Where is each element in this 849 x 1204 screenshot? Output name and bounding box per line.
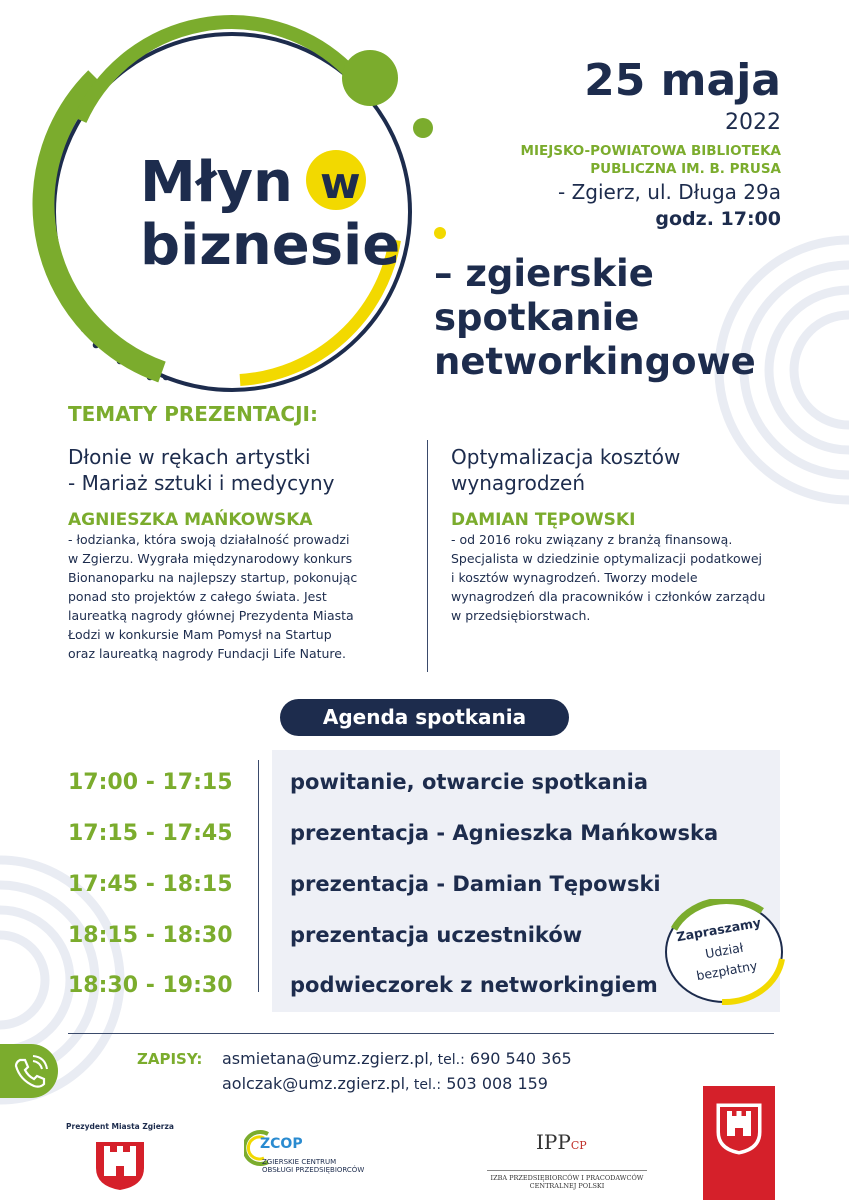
speaker-left-name: AGNIESZKA MAŃKOWSKA bbox=[68, 510, 313, 530]
badge-line1: Zapraszamy bbox=[675, 914, 763, 945]
topic-right-title-line2: wynagrodzeń bbox=[451, 471, 586, 495]
contact-phone-2[interactable]: 503 008 159 bbox=[446, 1074, 548, 1093]
zcop-logo: ZCOP bbox=[260, 1136, 303, 1152]
agenda-item: prezentacja uczestników bbox=[290, 923, 583, 947]
zgierz-coat-of-arms-icon bbox=[92, 1140, 148, 1192]
phone-icon bbox=[0, 1044, 58, 1098]
bio-line: Łodzi w konkursie Mam Pomysł na Startup bbox=[68, 627, 332, 642]
venue-line2: PUBLICZNA IM. B. PRUSA bbox=[590, 161, 781, 177]
bio-line: ponad sto projektów z całego świata. Jest bbox=[68, 589, 327, 604]
agenda-divider bbox=[258, 760, 259, 992]
bio-line: Specjalista w dziedzinie optymalizacji podatkowej bbox=[451, 551, 763, 566]
logo-title-line1: Młyn bbox=[140, 150, 293, 215]
contact-phone-1[interactable]: 690 540 365 bbox=[469, 1049, 572, 1068]
event-venue bbox=[461, 142, 781, 178]
bio-line: w przedsiębiorstwach. bbox=[451, 608, 591, 623]
event-date: 25 maja bbox=[584, 55, 781, 106]
zcop-name-line1: ZGIERSKIE CENTRUM bbox=[262, 1158, 337, 1166]
topics-heading: TEMATY PREZENTACJI: bbox=[68, 402, 318, 426]
speaker-right-name: DAMIAN TĘPOWSKI bbox=[451, 510, 636, 530]
event-subtitle bbox=[434, 252, 814, 384]
venue-line1: MIEJSKO-POWIATOWA BIBLIOTEKA bbox=[520, 143, 781, 159]
zcop-name-line2: OBSŁUGI PRZEDSIĘBIORCÓW bbox=[262, 1166, 365, 1174]
badge-line3: bezpłatny bbox=[695, 957, 759, 984]
ipp-cp-letters: CP bbox=[570, 1139, 587, 1152]
signup-label: ZAPISY: bbox=[137, 1050, 203, 1068]
bio-line: oraz laureatką nagrody Fundacji Life Nature. bbox=[68, 646, 346, 661]
mayor-label: Prezydent Miasta Zgierza bbox=[66, 1122, 174, 1131]
contact-row-1 bbox=[222, 1049, 572, 1068]
subtitle-line1: – zgierskie bbox=[434, 252, 654, 295]
bio-line: i kosztów wynagrodzeń. Tworzy modele bbox=[451, 570, 698, 585]
subtitle-line3: networkingowe bbox=[434, 340, 756, 383]
agenda-item: powitanie, otwarcie spotkania bbox=[290, 770, 648, 794]
phone-tab bbox=[0, 1044, 58, 1098]
bio-line: Bionanoparku na najlepszy startup, pokonując bbox=[68, 570, 358, 585]
tel-label: , tel.: bbox=[428, 1052, 465, 1068]
subtitle-line2: spotkanie bbox=[434, 296, 640, 339]
speaker-right-bio bbox=[451, 530, 791, 625]
event-year: 2022 bbox=[725, 110, 781, 135]
contact-email-1[interactable]: asmietana@umz.zgierz.pl bbox=[222, 1049, 429, 1068]
city-arms-icon bbox=[703, 1086, 775, 1200]
zcop-name bbox=[262, 1158, 364, 1174]
ippcp-name-line1: IZBA PRZEDSIĘBIORCÓW I PRACODAWCÓW bbox=[490, 1174, 644, 1182]
city-banner bbox=[703, 1086, 775, 1200]
bio-line: - od 2016 roku związany z branżą finansową. bbox=[451, 532, 733, 547]
badge-line2: Udział bbox=[703, 939, 745, 962]
agenda-time: 18:15 - 18:30 bbox=[68, 923, 233, 948]
event-time: godz. 17:00 bbox=[655, 208, 781, 230]
agenda-time: 17:45 - 18:15 bbox=[68, 872, 233, 897]
logo-title-line2: biznesie bbox=[140, 213, 401, 278]
topic-right bbox=[451, 444, 791, 625]
bio-line: wynagrodzeń dla pracowników i członków zarządu bbox=[451, 589, 766, 604]
agenda-item: prezentacja - Agnieszka Mańkowska bbox=[290, 821, 719, 845]
topic-left bbox=[68, 444, 418, 663]
bio-line: laureatką nagrody głównej Prezydenta Miasta bbox=[68, 608, 354, 623]
topic-left-title-line2: - Mariaż sztuki i medycyny bbox=[68, 471, 335, 495]
topic-left-title-line1: Dłonie w rękach artystki bbox=[68, 445, 311, 469]
agenda-item: prezentacja - Damian Tępowski bbox=[290, 872, 661, 896]
contact-row-2 bbox=[222, 1074, 548, 1093]
footer-rule bbox=[68, 1033, 774, 1034]
logo-w: w bbox=[320, 158, 361, 209]
bio-line: w Zgierzu. Wygrała międzynarodowy konkurs bbox=[68, 551, 353, 566]
agenda-item: podwieczorek z networkingiem bbox=[290, 973, 658, 997]
agenda-time: 17:15 - 17:45 bbox=[68, 821, 233, 846]
contact-email-2[interactable]: aolczak@umz.zgierz.pl bbox=[222, 1074, 406, 1093]
agenda-time: 18:30 - 19:30 bbox=[68, 973, 233, 998]
speaker-left-bio bbox=[68, 530, 418, 663]
ippcp-name-line2: CENTRALNEJ POLSKI bbox=[529, 1182, 605, 1190]
topic-right-title-line1: Optymalizacja kosztów bbox=[451, 445, 681, 469]
bio-line: - łodzianka, która swoją działalność prowadzi bbox=[68, 532, 350, 547]
ippcp-logo bbox=[536, 1130, 587, 1154]
ipp-letters: IPP bbox=[536, 1130, 571, 1154]
tel-label: , tel.: bbox=[405, 1077, 442, 1093]
topics-divider bbox=[427, 440, 428, 672]
event-address: - Zgierz, ul. Długa 29a bbox=[558, 180, 781, 204]
agenda-heading: Agenda spotkania bbox=[280, 699, 569, 736]
ippcp-name bbox=[487, 1170, 647, 1190]
agenda-time: 17:00 - 17:15 bbox=[68, 770, 233, 795]
